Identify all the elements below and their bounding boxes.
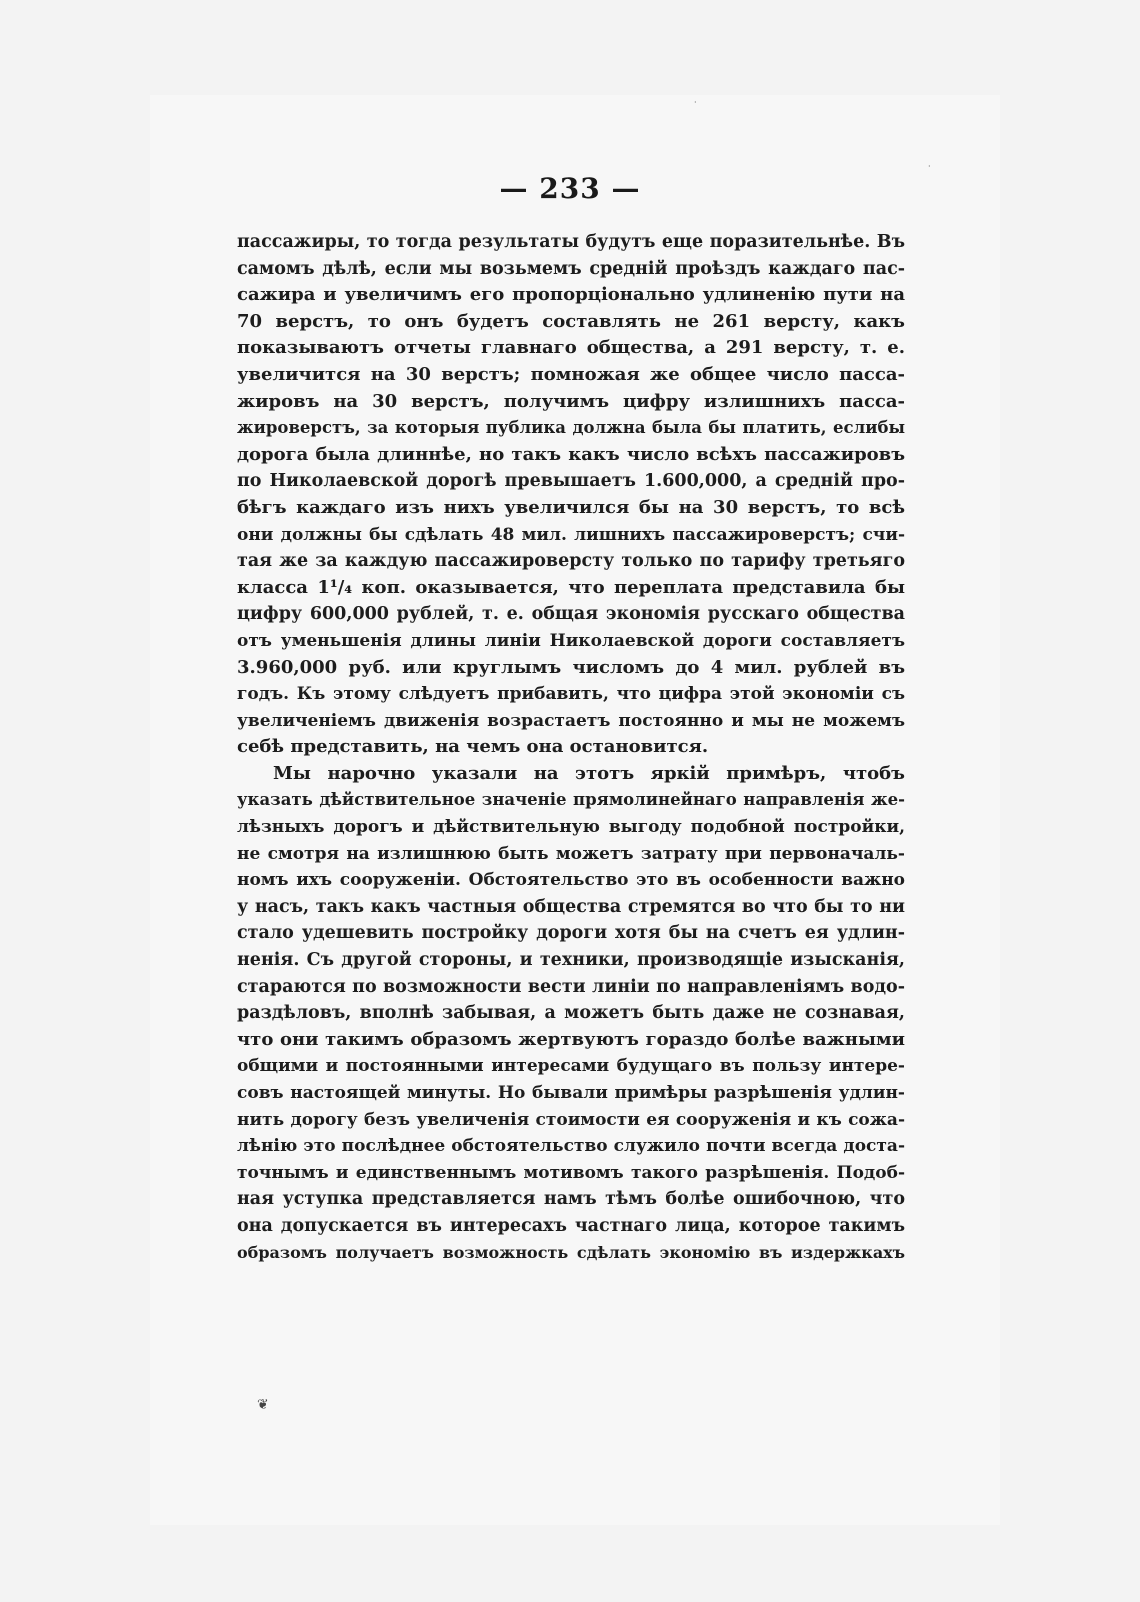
ink-blot-mark: ❦ — [257, 1397, 269, 1413]
text-line: номъ ихъ сооруженiи. Обстоятельство это въ особенности важно — [237, 870, 905, 891]
text-line: указать дѣйствительное значенiе прямолинейнаго направленiя же- — [237, 790, 905, 810]
text-line: у насъ, такъ какъ частныя общества стремятся во что бы то ни — [237, 896, 905, 917]
text-line: жировъ на 30 верстъ, получимъ цифру излишнихъ пасса- — [237, 390, 905, 412]
text-line: класса 1¹/₄ коп. оказывается, что переплата представила бы — [237, 576, 905, 598]
text-line: они должны бы сдѣлать 48 мил. лишнихъ пассажироверстъ; счи- — [237, 524, 905, 545]
text-line: цифру 600,000 рублей, т. е. общая экономiя русскаго общества — [237, 604, 905, 625]
text-line: не смотря на излишнюю быть можетъ затрату при первоначаль- — [237, 843, 905, 864]
text-line: стараются по возможности вести линiи по направленiямъ водо- — [237, 976, 905, 997]
text-line: нить дорогу безъ увеличенiя стоимости ея сооруженiя и къ сожа- — [237, 1109, 905, 1130]
text-line: что они такимъ образомъ жертвуютъ гораздо болѣе важными — [237, 1028, 905, 1050]
text-line: точнымъ и единственнымъ мотивомъ такого разрѣшенiя. Подоб- — [237, 1162, 905, 1183]
text-line: себѣ представить, на чемъ она остановится. — [237, 736, 709, 758]
text-line: 70 верстъ, то онъ будетъ составлять не 261 версту, какъ — [237, 310, 905, 332]
text-line: показываютъ отчеты главнаго общества, а 291 версту, т. е. — [237, 337, 905, 359]
text-line: стало удешевить постройку дороги хотя бы на счетъ ея удлин- — [237, 923, 905, 944]
text-line: совъ настоящей минуты. Но бывали примѣры разрѣшенiя удлин- — [237, 1083, 905, 1103]
text-line: 3.960,000 руб. или круглымъ числомъ до 4 мил. рублей въ — [237, 656, 905, 678]
text-line: увеличится на 30 верстъ; помножая же общее число пасса- — [237, 363, 905, 385]
speck-mark: · — [928, 162, 931, 171]
text-line: тая же за каждую пассажироверсту только по тарифу третьяго — [237, 551, 905, 572]
speck-mark: · — [694, 98, 697, 107]
text-line: годъ. Къ этому слѣдуетъ прибавить, что цифра этой экономiи съ — [237, 684, 905, 705]
page-number: — 233 — — [499, 172, 641, 205]
text-line: пассажиры, то тогда результаты будутъ еще поразительнѣе. Въ — [237, 232, 905, 252]
text-line: бѣгъ каждаго изъ нихъ увеличился бы на 30 верстъ, то всѣ — [237, 496, 905, 518]
text-line: увеличенiемъ движенiя возрастаетъ постоянно и мы не можемъ — [237, 710, 905, 731]
body-text — [237, 229, 905, 1266]
paragraph-2 — [237, 761, 905, 1266]
paragraph-1 — [237, 229, 905, 761]
text-line: сажира и увеличимъ его пропорцiонально удлиненiю пути на — [237, 284, 905, 306]
text-line: ная уступка представляется намъ тѣмъ болѣе ошибочною, что — [237, 1189, 905, 1210]
text-line: отъ уменьшенiя длины линiи Николаевской дороги составляетъ — [237, 630, 905, 651]
text-line: раздѣловъ, вполнѣ забывая, а можетъ быть даже не сознавая, — [237, 1003, 905, 1024]
text-line: жироверстъ, за которыя публика должна была бы платить, еслибы — [237, 418, 905, 438]
text-line: самомъ дѣлѣ, если мы возьмемъ среднiй проѣздъ каждаго пас- — [237, 258, 905, 279]
text-line: дорога была длиннѣе, но такъ какъ число всѣхъ пассажировъ — [237, 443, 905, 465]
text-line: общими и постоянными интересами будущаго въ пользу интере- — [237, 1056, 905, 1077]
text-line: Мы нарочно указали на этотъ яркiй примѣръ, чтобъ — [273, 762, 905, 784]
text-line: по Николаевской дорогѣ превышаетъ 1.600,000, а среднiй про- — [237, 471, 905, 492]
text-line: образомъ получаетъ возможность сдѣлать экономiю въ издержкахъ — [237, 1242, 905, 1262]
text-line: лѣзныхъ дорогъ и дѣйствительную выгоду подобной постройки, — [237, 817, 905, 838]
text-line: ненiя. Съ другой стороны, и техники, производящiе изысканiя, — [237, 950, 905, 971]
text-line: она допускается въ интересахъ частнаго лица, которое такимъ — [237, 1215, 905, 1236]
text-line: лѣнiю это послѣднее обстоятельство служило почти всегда доста- — [237, 1136, 905, 1157]
